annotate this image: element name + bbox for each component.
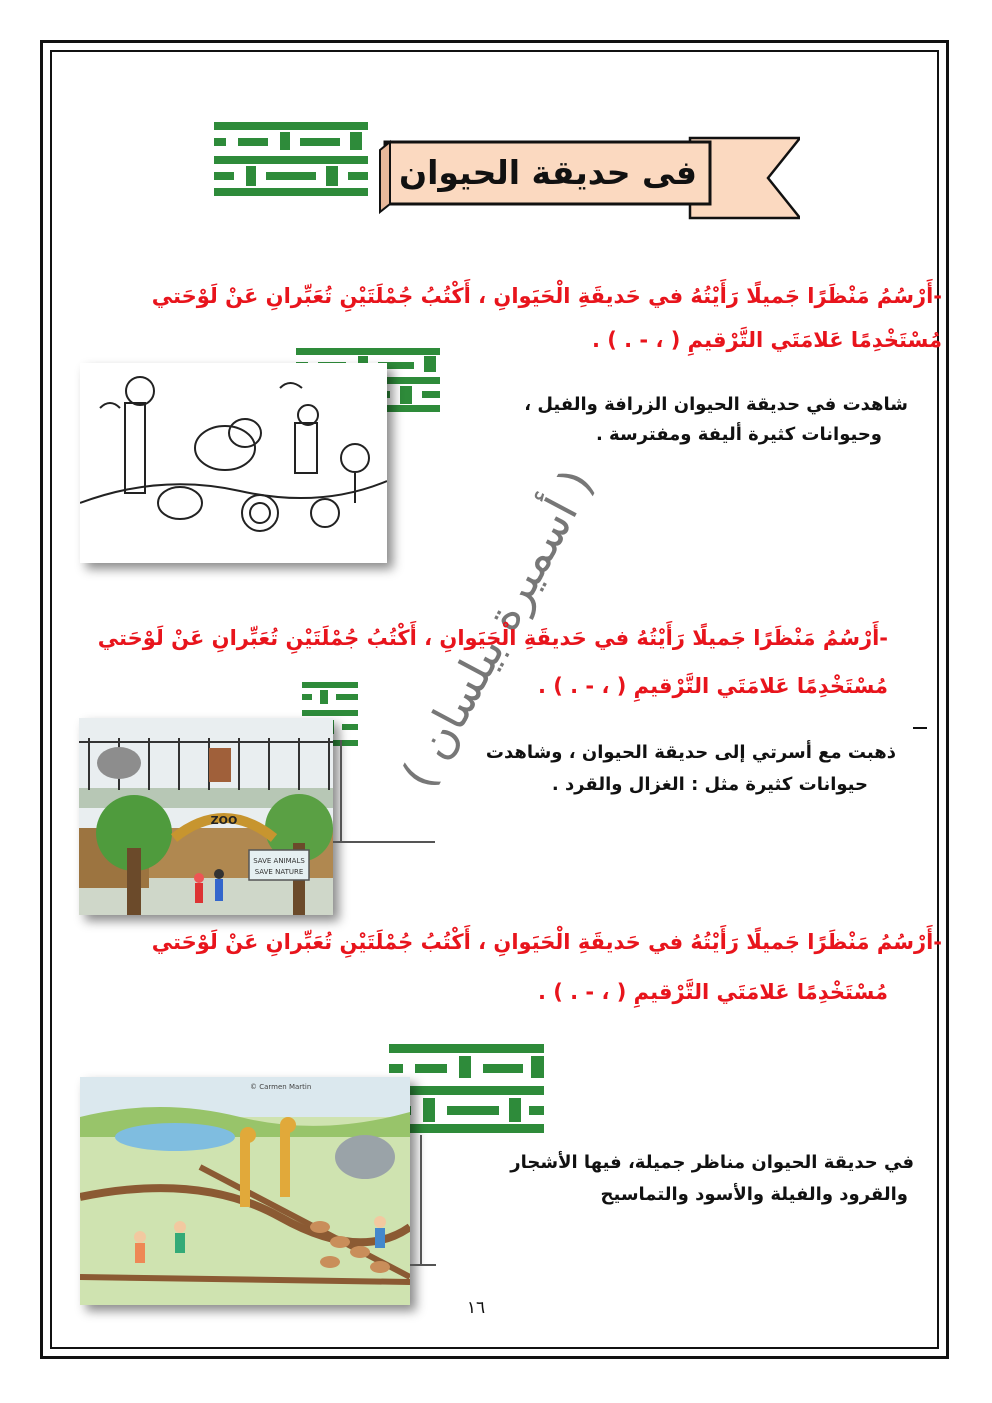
zoo-coloring-image <box>80 363 387 563</box>
watermark: ( أسميرة بيلسان ) <box>390 460 604 797</box>
image-credit: © Carmen Martin <box>250 1083 312 1091</box>
answer-3-line-1: في حديقة الحيوان مناظر جميلة، فيها الأشجار <box>510 1152 914 1173</box>
connector-vertical <box>340 740 342 842</box>
sign-save-nature: SAVE NATURE <box>254 868 304 876</box>
instruction-3-line-2: مُسْتَخْدِمًا عَلامَتَي التَّرْقيمِ ( ، - . ) . <box>537 980 888 1004</box>
connector-horizontal <box>333 841 435 843</box>
instruction-2-line-1: -أَرْسُمُ مَنْظَرًا جَميلًا رَأَيْتُهُ في حَديقَةِ الْحَيَوانِ ، أَكْتُبُ جُمْلَتَيْنِ تُعَبِّرانِ عَنْ لَوْحَتي <box>97 626 888 650</box>
author-stamp-logo <box>210 118 372 200</box>
answer-2-line-2: حيوانات كثيرة مثل : الغزال والقرد . <box>551 774 868 795</box>
sign-save-animals: SAVE ANIMALS <box>253 857 305 865</box>
dash-mark <box>913 727 927 729</box>
instruction-3-line-1: -أَرْسُمُ مَنْظَرًا جَميلًا رَأَيْتُهُ في حَديقَةِ الْحَيَوانِ ، أَكْتُبُ جُمْلَتَيْنِ تُعَبِّرانِ عَنْ لَوْحَتي <box>151 930 942 954</box>
sign-zoo: ZOO <box>210 814 238 827</box>
answer-1-line-1: شاهدت في حديقة الحيوان الزرافة والفيل ، <box>524 394 908 415</box>
answer-1-line-2: وحيوانات كثيرة أليفة ومفترسة . <box>595 424 882 445</box>
zoo-entrance-drawing <box>79 718 333 915</box>
instruction-1-line-2: مُسْتَخْدِمًا عَلامَتَي التَّرْقيمِ ( ، - . ) . <box>591 328 942 352</box>
instruction-1-line-1: -أَرْسُمُ مَنْظَرًا جَميلًا رَأَيْتُهُ في حَديقَةِ الْحَيَوانِ ، أَكْتُبُ جُمْلَتَيْنِ تُعَبِّرانِ عَنْ لَوْحَتي <box>151 284 942 308</box>
page-number: ١٦ <box>466 1298 486 1318</box>
page-title: فى حديقة الحيوان <box>398 153 698 192</box>
zoo-scene-illustration <box>80 1077 410 1305</box>
instruction-2-line-2: مُسْتَخْدِمًا عَلامَتَي التَّرْقيمِ ( ، - . ) . <box>537 674 888 698</box>
connector-horizontal <box>410 1264 436 1266</box>
connector-vertical <box>420 1135 422 1265</box>
answer-3-line-2: والقرود والفيلة والأسود والتماسيح <box>600 1184 908 1205</box>
answer-2-line-1: ذهبت مع أسرتي إلى حديقة الحيوان ، وشاهدت <box>485 742 896 763</box>
